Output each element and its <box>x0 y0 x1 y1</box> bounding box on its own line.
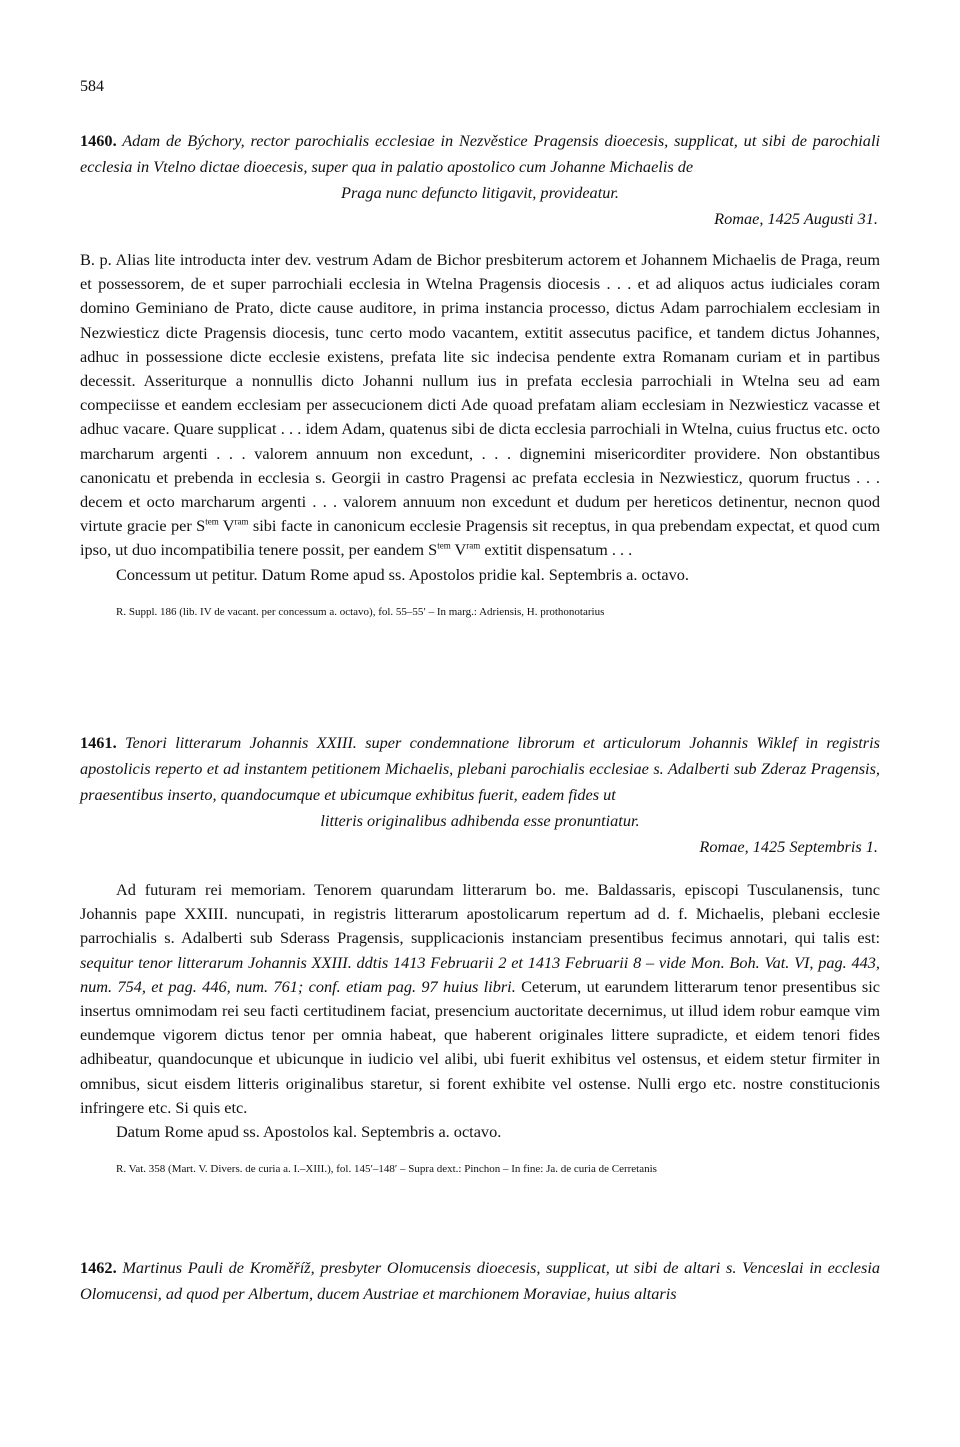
body-italic-text: sequitur tenor litterarum Johannis XXIII. ddtis 1413 Februarii 2 et 1413 Februarii 8 – vide Mon. Boh. Vat. VI, pag. 443, num. 754, et pag. 446, num. 761; conf. etiam pag. 97 huius libri. <box>80 952 880 996</box>
entry-heading-text: Adam de Býchory, rector parochialis ecclesiae in Nezvěstice Pragensis dioecesis, supplicat, ut sibi de parochiali ecclesia in Vtelno dictae dioecesis, super qua in palatio apostolico cum Johanne Michaelis de <box>80 131 880 176</box>
entry-number: 1460. <box>80 131 117 150</box>
archival-note: R. Vat. 358 (Mart. V. Divers. de curia a. I.–XIII.), fol. 145′–148′ – Supra dext.: Pinchon – In fine: Ja. de curia de Cerretanis <box>116 1163 657 1176</box>
entry-heading-text: Tenori litterarum Johannis XXIII. super condemnatione librorum et articulorum Johannis Wiklef in registris apostolicis reperto et ad instantem petitionem Michaelis, plebani parochialis ecclesiae s. Adalberti sub Zderaz Pragensis, praesentibus inserto, quandocumque et ubicumque exhibitus fuerit, eadem fides ut <box>80 733 880 804</box>
entry-heading <box>80 730 880 834</box>
concessum-line: Concessum ut petitur. Datum Rome apud ss. Apostolos pridie kal. Septembris a. octavo. <box>116 564 689 584</box>
body-text: V <box>218 516 235 536</box>
entry-body <box>80 878 880 1144</box>
page-number: 584 <box>80 78 104 95</box>
entry-heading-last-line: litteris originalibus adhibenda esse pronuntiatur. <box>320 811 640 830</box>
entry-1460 <box>80 128 880 619</box>
body-text: Ceterum, ut earundem litterarum tenor presentibus sic insertus omnimodam rei seu facti certitudinem faciat, presencium auctoritate decernimus, ut illud idem robur eamque vim eundemque vigorem dictus tenor per omnia habeat, que haberent originales littere supradicte, et eidem tenori fides adhibeatur, quandocunque et ubicunque in iudicio vel alibi, ubi fuerit exhibitus vel ostensus, et eidem stetur firmiter in omnibus, sicut eisdem litteris originalibus staretur, si forent exhibite vel ostense. Nulli ergo etc. nostre constitucionis infringere etc. Si quis etc. <box>80 976 880 1117</box>
superscript: ram <box>466 541 481 552</box>
entry-body-paragraph <box>80 248 880 563</box>
entry-heading-text: Martinus Pauli de Kroměříž, presbyter Olomucensis dioecesis, supplicat, ut sibi de altari s. Venceslai in ecclesia Olomucensi, ad quod per Albertum, ducem Austriae et marchionem Moraviae, huius altaris <box>80 1258 880 1303</box>
datum-line: Datum Rome apud ss. Apostolos kal. Septembris a. octavo. <box>116 1122 502 1142</box>
superscript: tem <box>205 516 219 527</box>
entry-heading <box>80 128 880 206</box>
body-text: extitit dispensatum . . . <box>480 540 633 560</box>
body-text: B. p. Alias lite introducta inter dev. vestrum Adam de Bichor presbiterum actorem et Johannem Michaelis de Praga, reum et possessorem, de et super parrochiali ecclesia in Wtelna Pragensis diocesis . . . et ad aliquos actus iudiciales coram domino Geminiano de Prato, dicte cause auditore, in prima instancia processo, dictus Adam parrochialem ecclesiam in Nezwiesticz dicte Pragensis diocesis, tunc certo modo vacantem, extitit assecutus pacifice, et tandem dictus Johannes, adhuc in possessione dicte ecclesie existens, prefata lite sic indecisa pendente extra Romanam curiam et in partibus decessit. Asseriturque a nonnullis dicto Johanni nullum ius in prefata ecclesia parrochiali in Wtelna seu ad eam compeciisse et eandem ecclesiam per assecucionem dicti Ade quoad prefatam aliam ecclesiam in Nezwiesticz vacasse et adhuc vacare. Quare supplicat . . . idem Adam, quatenus sibi de dicta ecclesia parrochiali in Wtelna, cuius fructus etc. octo marcharum argenti . . . valorem annuum non excedunt, . . . dignemini misericorditer providere. Non obstantibus canonicatu et prebenda in ecclesia s. Georgii in castro Pragensi ac prefata ecclesia in Nezwiesticz, quorum fructus . . . decem et octo marcharum argenti . . . valorem annuum non excedunt et dudum per hereticos detinentur, necnon quod virtute gracie per S <box>80 250 880 536</box>
body-text: sibi facte in canonicum ecclesie Pragensis sit receptus, in qua prebendam expectat, et quod cum ipso, ut duo incompatibilia tenere possit, per eandem S <box>80 516 880 560</box>
entry-heading <box>80 1255 880 1307</box>
entry-body-paragraph <box>80 878 880 1120</box>
body-text: Ad futuram rei memoriam. Tenorem quarundam litterarum bo. me. Baldassaris, episcopi Tusculanensis, tunc Johannis pape XXIII. nuncupati, in registris litterarum apostolicarum repertum ad d. f. Michaelis, plebani ecclesie parrochialis s. Adalberti sub Sderass Pragensis, supplicacionis instanciam presentibus fecimus annotari, qui talis est: <box>80 880 880 948</box>
superscript: tem <box>437 541 451 552</box>
archival-note: R. Suppl. 186 (lib. IV de vacant. per concessum a. octavo), fol. 55–55′ – In marg.: Adriensis, H. prothonotarius <box>116 605 605 618</box>
entry-heading-last-line: Praga nunc defuncto litigavit, provideatur. <box>341 183 619 202</box>
entry-date: Romae, 1425 Augusti 31. <box>714 209 878 228</box>
entry-number: 1461. <box>80 733 117 752</box>
entry-date: Romae, 1425 Septembris 1. <box>699 837 878 856</box>
body-text: V <box>450 540 467 560</box>
entry-number: 1462. <box>80 1258 117 1277</box>
superscript: ram <box>234 516 249 527</box>
entry-1461 <box>80 730 880 1176</box>
entry-body <box>80 248 880 587</box>
entry-1462 <box>80 1255 880 1307</box>
